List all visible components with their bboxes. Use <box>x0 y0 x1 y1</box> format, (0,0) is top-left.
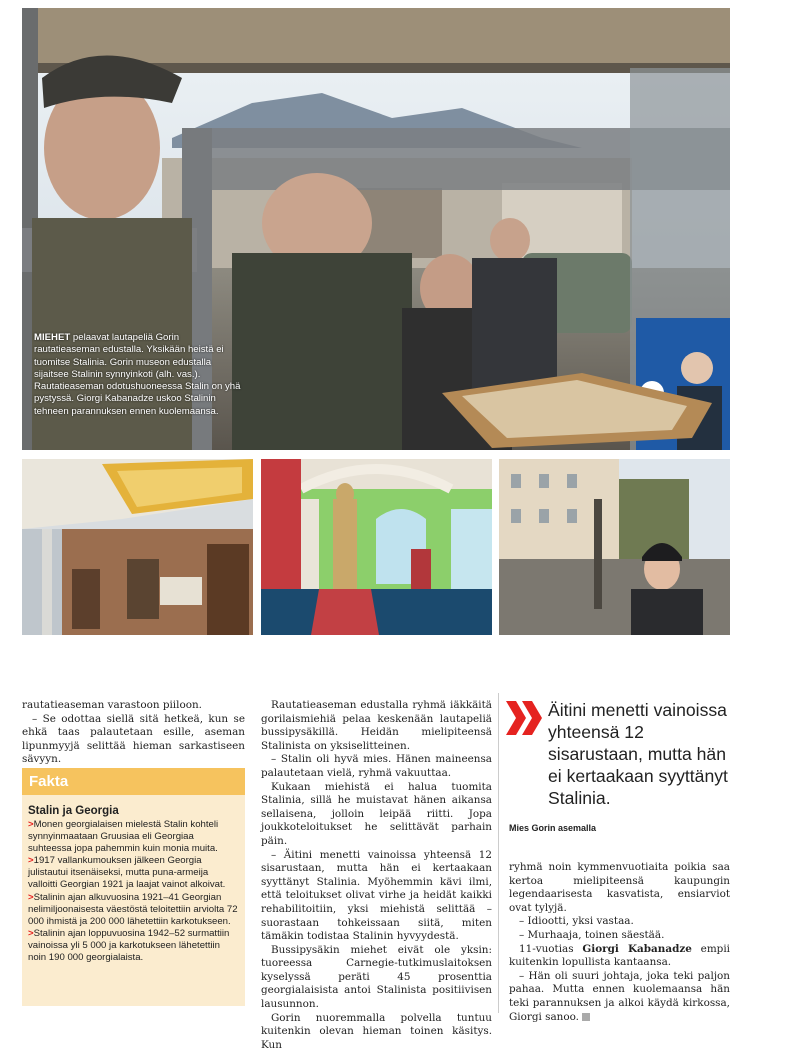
col3-para-1: ryhmä noin kymmenvuotiaita poikia saa kertoa mielipiteensä kaupungin legendaarisesta kasvatista, ensiarviot ovat tylyjä. <box>509 861 730 914</box>
fakta-item: >Stalinin ajan loppuvuosina 1942–52 surmattiin vainoissa yli 5 000 ja karkotukseen lähetettiin noin 190 000 georgialaista. <box>28 927 230 964</box>
col2-para-4: – Äitini menetti vainoissa yhteensä 12 sisarustaan, mutta hän ei kertaakaan syyttänyt Stalinia. Myöhemmin kävi ilmi, että teloitukset olivat virhe ja heidät kaikki rehabilitoitiin, yksi miehistä selittää – suorastaan tohkeissaan siitä, miten tämäkin todistaa Stalinin hyvyydestä. <box>261 848 492 943</box>
col3-para-5: – Hän oli suuri johtaja, joka teki paljon pahaa. Mutta ennen kuolemaansa hän teki parannuksen ja alkoi käydä kirkossa, Giorgi sanoo. <box>509 969 730 1023</box>
bullet-icon: > <box>28 855 34 867</box>
fakta-header: Fakta <box>22 768 245 795</box>
column-3 <box>509 861 730 1024</box>
col3-para-2: – Idiootti, yksi vastaa. <box>519 915 634 928</box>
col2-para-1: Rautatieaseman edustalla ryhmä iäkkäitä gorilaismiehiä pelaa keskenään lautapeliä bussipysäkillä. Heidän mielipiteensä Stalinista on yksiselitteinen. <box>261 699 492 752</box>
caption-text: pelaavat lautapeliä Gorin rautatieaseman edustalla. Yksikään heistä ei tuomitse Stalinia. Gorin museon edustalla sijaitsee Stalinin synnyinkoti (alh. vas.). Rautatieaseman odotushuoneessa Stalin on yhä pystyssä. Giorgi Kabanadze uskoo Stalinin tehneen parannuksen ennen kuolemaansa. <box>34 332 241 417</box>
fakta-item: >Stalinin ajan alkuvuosina 1921–41 Georgian nelimiljoonaisesta väestöstä teloitettiin arviolta 72 000 ihmistä ja 200 000 lähetettiin karkotukseen. <box>28 891 238 927</box>
col1-para-2: – Se odottaa siellä sitä hetkeä, kun se ehkä taas palautetaan esille, aseman lipunmyyjä selittää hieman sarkastiseen sävyyn. <box>22 712 245 766</box>
fakta-box <box>22 768 245 1006</box>
fakta-item: >1917 vallankumouksen jälkeen Georgia julistautui itsenäiseksi, mutta puna-armeija valloitti Georgian 1921 ja laajat vainot alkoivat. <box>28 855 226 891</box>
photo-station-waiting-room <box>261 459 492 635</box>
column-divider <box>498 693 499 1013</box>
photo-boy-street <box>499 459 730 635</box>
end-mark-icon <box>582 1013 590 1021</box>
col2-para-6: Gorin nuoremmalla polvella tuntuu kuitenkin olevan hieman toinen käsitys. Kun <box>261 1011 492 1051</box>
bullet-icon: > <box>28 927 34 939</box>
caption-lead: MIEHET <box>34 332 71 343</box>
column-2 <box>261 699 492 1052</box>
col2-para-5: Bussipysäkin miehet eivät ole yksin: tuoreessa Carnegie-tutkimuslaitoksen kyselyssä peräti 45 prosenttia georgialaisista antoi Stalinista positiivisen lausunnon. <box>261 943 492 1011</box>
col3-para-4: 11-vuotias Giorgi Kabanadze empii kuitenkin lopullista kantaansa. <box>509 942 730 969</box>
col1-para-1: rautatieaseman varastoon piiloon. <box>22 699 202 711</box>
bullet-icon: > <box>28 891 34 903</box>
pull-quote-source: Mies Gorin asemalla <box>509 823 597 833</box>
bullet-icon: > <box>28 819 34 830</box>
fakta-item: >Monen georgialaisen mielestä Stalin kohteli synnyinmaataan Gruusiaa eli Georgiaa suhteessa jopa pahemmin kuin monia muita. <box>28 819 219 855</box>
person-name: Giorgi Kabanadze <box>582 942 692 955</box>
column-1 <box>22 699 245 767</box>
main-photo-bus-stop <box>22 8 730 450</box>
fakta-list <box>22 817 245 964</box>
photo-stalin-birth-house <box>22 459 253 635</box>
col2-para-2: – Stalin oli hyvä mies. Hänen maineensa palautetaan vielä, ryhmä vakuuttaa. <box>261 753 492 779</box>
fakta-title: Stalin ja Georgia <box>28 805 119 817</box>
photo-caption <box>34 332 244 418</box>
quote-chevron-icon <box>506 699 544 737</box>
col2-para-3: Kukaan miehistä ei halua tuomita Stalinia, sillä he muistavat hänen aikansa sellaisena, jolloin leipää riitti. Jopa joukkoteloitukset he selittävät parhain päin. <box>261 780 492 847</box>
col3-para-3: – Murhaaja, toinen säestää. <box>519 928 665 941</box>
pull-quote: Äitini menetti vainoissa yhteensä 12 sisarustaan, mutta hän ei kertaakaan syyttänyt Stalinia. <box>548 700 728 808</box>
